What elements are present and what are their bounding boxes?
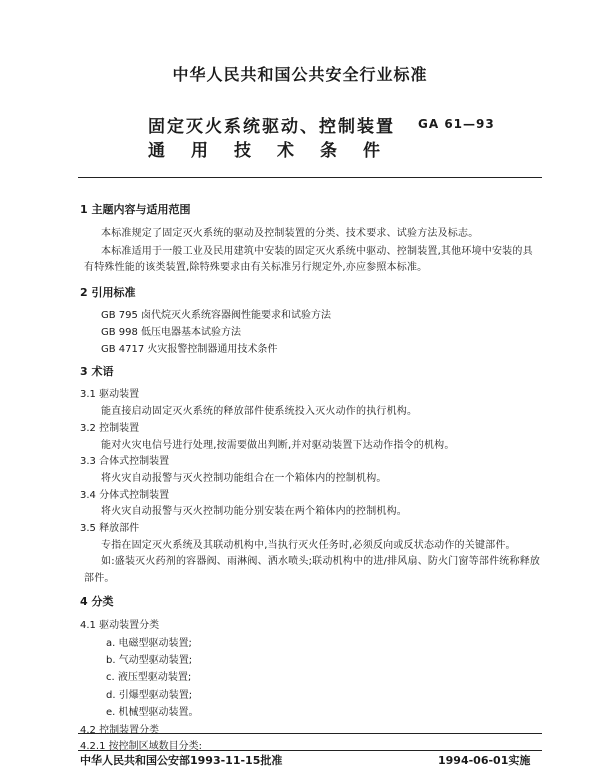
implementation-date: 1994-06-01实施: [438, 754, 531, 767]
standard-subtitle: 通用技术条件: [148, 141, 406, 161]
section-1-heading: 1 主题内容与适用范围: [80, 203, 191, 216]
subsection-heading: 4.2.1 按控制区域数目分类:: [80, 741, 202, 752]
subsection-heading: 4.2 控制装置分类: [80, 725, 160, 736]
bottom-rule-lower: [78, 750, 542, 751]
list-item: d. 引爆型驱动装置;: [106, 690, 193, 701]
issuing-body: 中华人民共和国公共安全行业标准: [172, 65, 428, 84]
term-definition: 能对火灾电信号进行处理,按需要做出判断,并对驱动装置下达动作指令的机构。: [101, 440, 455, 451]
paragraph: 本标准适用于一般工业及民用建筑中安装的固定灭火系统中驱动、控制装置,其他环境中安装的具: [101, 246, 533, 257]
top-rule: [78, 177, 542, 178]
term-definition: 将火灾自动报警与灭火控制功能分别安装在两个箱体内的控制机构。: [101, 506, 407, 517]
bottom-rule-upper: [78, 733, 542, 734]
list-item: c. 液压型驱动装置;: [106, 672, 192, 683]
term-heading: 3.2 控制装置: [80, 423, 140, 434]
term-definition: 专指在固定灭火系统及其联动机构中,当执行灭火任务时,必须反向或反状态动作的关键部件。: [101, 540, 516, 551]
approval-date: 中华人民共和国公安部1993-11-15批准: [80, 754, 283, 767]
reference-item: GB 795 卤代烷灭火系统容器阀性能要求和试验方法: [101, 310, 332, 321]
paragraph: 有特殊性能的该类装置,除特殊要求由有关标准另行规定外,亦应参照本标准。: [84, 262, 428, 273]
section-3-heading: 3 术语: [80, 365, 114, 378]
paragraph: 本标准规定了固定灭火系统的驱动及控制装置的分类、技术要求、试验方法及标志。: [101, 228, 479, 239]
list-item: a. 电磁型驱动装置;: [106, 638, 192, 649]
term-heading: 3.5 释放部件: [80, 523, 140, 534]
term-definition: 部件。: [84, 573, 115, 584]
list-item: b. 气动型驱动装置;: [106, 655, 193, 666]
standard-code: GA 61—93: [418, 117, 495, 131]
term-definition: 将火灾自动报警与灭火控制功能组合在一个箱体内的控制机构。: [101, 473, 387, 484]
section-4-heading: 4 分类: [80, 595, 114, 608]
term-definition: 如:盛装灭火药剂的容器阀、雨淋阀、洒水喷头;联动机构中的进/排风扇、防火门窗等部件统称释放: [101, 556, 541, 567]
reference-item: GB 4717 火灾报警控制器通用技术条件: [101, 344, 278, 355]
section-2-heading: 2 引用标准: [80, 286, 136, 299]
reference-item: GB 998 低压电器基本试验方法: [101, 327, 242, 338]
term-heading: 3.1 驱动装置: [80, 389, 140, 400]
term-heading: 3.3 合体式控制装置: [80, 456, 170, 467]
term-heading: 3.4 分体式控制装置: [80, 490, 170, 501]
standard-title: 固定灭火系统驱动、控制装置: [148, 117, 395, 137]
term-definition: 能直接启动固定灭火系统的释放部件使系统投入灭火动作的执行机构。: [101, 406, 418, 417]
list-item: e. 机械型驱动装置。: [106, 707, 199, 718]
subsection-heading: 4.1 驱动装置分类: [80, 620, 160, 631]
